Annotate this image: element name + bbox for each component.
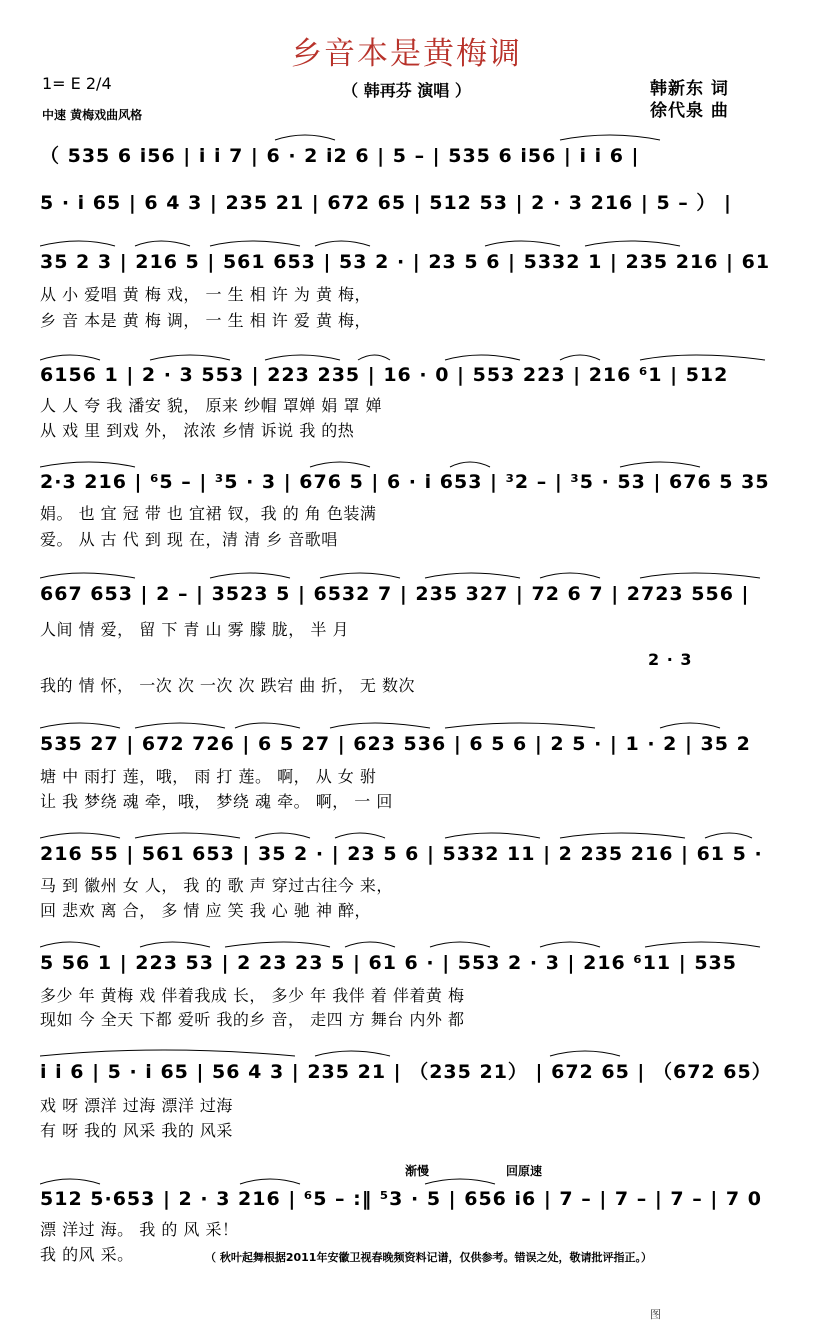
notation-row-1: （ 535 6 i56 | i i 7 | 6 · 2 i2 6 | 5 – | 535 6 i56 | i i 6 | <box>40 145 640 167</box>
lyric-row-9b: 现如 今 全天 下都 爱听 我的乡 音， 走四 方 舞台 内外 都 <box>40 1010 465 1029</box>
slur-marks <box>40 718 772 730</box>
song-title: 乡音本是黄梅调 <box>291 36 522 72</box>
notation-row-10: i i 6 | 5 · i 65 | 56 4 3 | 235 21 | （235 21） | 672 65 | （672 65） <box>40 1061 772 1083</box>
lyric-row-6b: 我的 情 怀， 一次 次 一次 次 跌宕 曲 折， 无 数次 <box>40 676 415 695</box>
corner-mark: 图 <box>650 1308 661 1321</box>
tempo-marking: 中速 黄梅戏曲风格 <box>42 108 143 122</box>
notation-row-5: 2·3 216 | ⁶5 – | ³5 · 3 | 676 5 | 6 · i 653 | ³2 – | ³5 · 53 | 676 5 35 <box>40 471 770 493</box>
slur-marks <box>40 568 772 580</box>
lyric-row-4a: 人 人 夸 我 潘安 貌， 原来 纱帽 罩婵 娟 罩 婵 <box>40 396 382 415</box>
transcription-note: （ 秋叶起舞根据2011年安徽卫视春晚频资料记谱，仅供参考。错误之处，敬请批评指正。） <box>205 1251 652 1264</box>
lyric-row-11a: 漂 洋过 海。 我 的 风 采！ <box>40 1220 239 1239</box>
lyric-row-7a: 塘 中 雨打 莲，哦， 雨 打 莲。 啊， 从 女 驸 <box>40 767 377 786</box>
slur-marks <box>40 457 772 469</box>
lyric-row-10a: 戏 呀 漂洋 过海 漂洋 过海 <box>40 1096 233 1115</box>
lyric-row-8a: 马 到 徽州 女 人， 我 的 歌 声 穿过古往今 来， <box>40 876 393 895</box>
notation-row-4: 6156 1 | 2 · 3 553 | 223 235 | 16 · 0 | 553 223 | 216 ⁶1 | 512 <box>40 364 729 386</box>
lyric-row-3a: 从 小 爱唱 黄 梅 戏， 一 生 相 许 为 黄 梅， <box>40 285 372 304</box>
singer-credit: （ 韩再芬 演唱 ） <box>342 81 471 100</box>
slur-marks <box>40 828 772 840</box>
tempo-resume: 回原速 <box>506 1164 543 1178</box>
lyric-row-5a: 娟。 也 宜 冠 带 也 宜裙 钗，我 的 角 色装满 <box>40 504 377 523</box>
key-signature: 1= E 2/4 <box>42 74 112 93</box>
slur-marks <box>40 1174 772 1186</box>
slur-marks <box>40 350 772 362</box>
lyric-row-10b: 有 呀 我的 风采 我的 风采 <box>40 1121 233 1140</box>
notation-row-2: 5 · i 65 | 6 4 3 | 235 21 | 672 65 | 512 53 | 2 · 3 216 | 5 – ） | <box>40 192 732 214</box>
composer-credit: 徐代泉 曲 <box>650 101 729 121</box>
notation-row-6: 667 653 | 2 – | 3523 5 | 6532 7 | 235 327 | 72 6 7 | 2723 556 | <box>40 583 750 605</box>
lyric-row-3b: 乡 音 本是 黄 梅 调， 一 生 相 许 爱 黄 梅， <box>40 311 372 330</box>
notation-row-11: 512 5·653 | 2 · 3 216 | ⁶5 – :‖ ⁵3 · 5 | 656 i6 | 7 – | 7 – | 7 – | 7 0 <box>40 1188 762 1210</box>
notation-row-9: 5 56 1 | 223 53 | 2 23 23 5 | 61 6 · | 553 2 · 3 | 216 ⁶11 | 535 <box>40 952 737 974</box>
notation-row-3: 35 2 3 | 216 5 | 561 653 | 53 2 · | 23 5 6 | 5332 1 | 235 216 | 61 <box>40 251 771 273</box>
notation-row-7: 535 27 | 672 726 | 6 5 27 | 623 536 | 6 5 6 | 2 5 · | 1 · 2 | 35 2 <box>40 733 751 755</box>
lyric-row-11b: 我 的风 采。 <box>40 1245 134 1264</box>
slur-marks <box>40 236 772 248</box>
alternate-notes: 2 · 3 <box>648 650 693 669</box>
notation-row-8: 216 55 | 561 653 | 35 2 · | 23 5 6 | 5332 11 | 2 235 216 | 61 5 · <box>40 843 763 865</box>
lyric-row-7b: 让 我 梦绕 魂 牵，哦， 梦绕 魂 牵。 啊， 一 回 <box>40 792 393 811</box>
lyric-row-9a: 多少 年 黄梅 戏 伴着我成 长， 多少 年 我伴 着 伴着黄 梅 <box>40 986 465 1005</box>
lyric-row-5b: 爱。 从 古 代 到 现 在，清 清 乡 音歌唱 <box>40 530 338 549</box>
tempo-slowing: 渐慢 <box>405 1164 430 1178</box>
slur-marks <box>40 1046 772 1058</box>
lyric-row-6a: 人间 情 爱， 留 下 青 山 雾 朦 胧， 半 月 <box>40 620 349 639</box>
slur-marks <box>40 130 772 142</box>
lyric-row-4b: 从 戏 里 到戏 外， 浓浓 乡情 诉说 我 的热 <box>40 421 355 440</box>
lyric-row-8b: 回 悲欢 离 合， 多 情 应 笑 我 心 驰 神 醉， <box>40 901 372 920</box>
slur-marks <box>40 937 772 949</box>
lyricist-credit: 韩新东 词 <box>650 79 729 99</box>
